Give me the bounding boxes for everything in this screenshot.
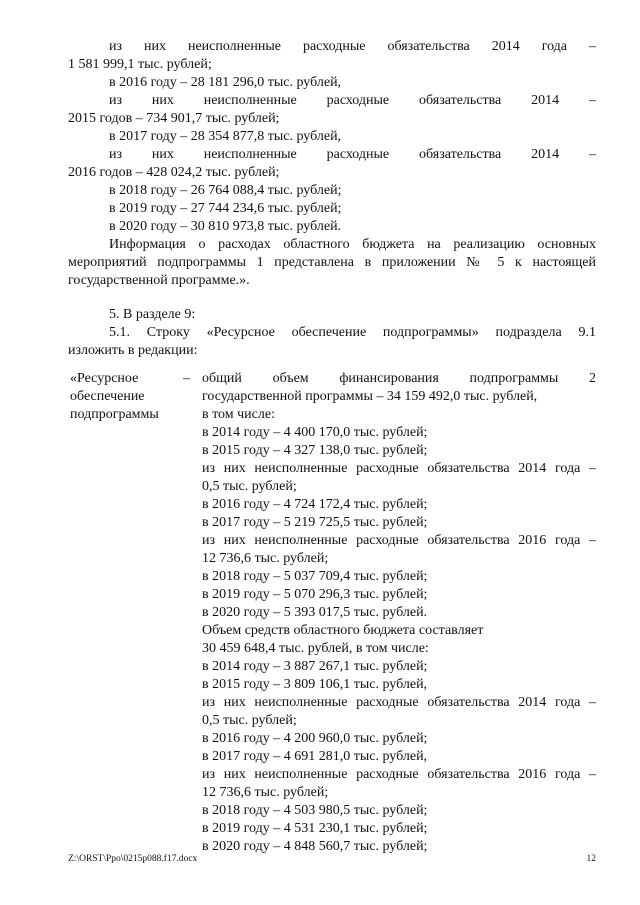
section-heading: 5. В разделе 9: — [109, 307, 196, 322]
row-value-line: в 2017 году – 5 219 725,5 тыс. рублей; — [202, 515, 428, 530]
row-value-line: из них неисполненные расходные обязательства 2014 года – — [202, 695, 596, 710]
body-line: в 2020 году – 30 810 973,8 тыс. рублей. — [109, 219, 342, 234]
row-value-line: в 2020 году – 5 393 017,5 тыс. рублей. — [202, 605, 428, 620]
body-line: в 2017 году – 28 354 877,8 тыс. рублей, — [109, 129, 342, 144]
page-number: 12 — [586, 854, 596, 864]
body-line: государственной программе.». — [68, 273, 250, 288]
row-value-line: в 2019 году – 5 070 296,3 тыс. рублей; — [202, 587, 428, 602]
body-line: изложить в редакции: — [68, 343, 198, 358]
body-line: мероприятий подпрограммы 1 представлена в приложении № 5 к настоящей — [68, 255, 596, 270]
row-value-line: в 2015 году – 3 809 106,1 тыс. рублей, — [202, 677, 428, 692]
row-value-line: в том числе: — [202, 407, 275, 422]
row-value-line: в 2015 году – 4 327 138,0 тыс. рублей; — [202, 443, 428, 458]
row-value-line: в 2014 году – 4 400 170,0 тыс. рублей; — [202, 425, 428, 440]
row-value-line: в 2017 году – 4 691 281,0 тыс. рублей, — [202, 749, 428, 764]
row-label-line: обеспечение — [70, 389, 145, 404]
body-line: 1 581 999,1 тыс. рублей; — [68, 57, 212, 72]
row-value-line: из них неисполненные расходные обязательства 2016 года – — [202, 767, 596, 782]
row-value-line: в 2016 году – 4 724 172,4 тыс. рублей; — [202, 497, 428, 512]
footer-file-path: Z:\ORST\Ppo\0215p088.f17.docx — [68, 854, 198, 864]
body-line: в 2018 году – 26 764 088,4 тыс. рублей; — [109, 183, 342, 198]
row-value-line: в 2020 году – 4 848 560,7 тыс. рублей; — [202, 839, 428, 854]
body-line: Информация о расходах областного бюджета на реализацию основных — [109, 237, 596, 252]
body-line: 2016 годов – 428 024,2 тыс. рублей; — [68, 165, 280, 180]
body-line: из них неисполненные расходные обязательства 2014 – — [109, 147, 596, 162]
body-line: 5.1. Строку «Ресурсное обеспечение подпрограммы» подраздела 9.1 — [109, 325, 596, 340]
row-value-line: государственной программы – 34 159 492,0 тыс. рублей, — [202, 389, 538, 404]
row-value-line: из них неисполненные расходные обязательства 2016 года – — [202, 533, 596, 548]
body-line: из них неисполненные расходные обязательства 2014 – — [109, 93, 596, 108]
row-value-line: Объем средств областного бюджета составляет — [202, 623, 484, 638]
row-value-line: 30 459 648,4 тыс. рублей, в том числе: — [202, 641, 429, 656]
row-value-line: в 2019 году – 4 531 230,1 тыс. рублей; — [202, 821, 428, 836]
body-line: из них неисполненные расходные обязательства 2014 года – — [109, 39, 596, 54]
row-value-line: в 2018 году – 4 503 980,5 тыс. рублей; — [202, 803, 428, 818]
row-value-line: 0,5 тыс. рублей; — [202, 713, 297, 728]
row-label-line: подпрограммы — [70, 407, 159, 422]
row-value-line: 0,5 тыс. рублей; — [202, 479, 297, 494]
row-dash: – — [183, 371, 190, 386]
body-line: в 2016 году – 28 181 296,0 тыс. рублей, — [109, 75, 342, 90]
row-label-line: «Ресурсное — [70, 371, 139, 386]
row-value-line: из них неисполненные расходные обязательства 2014 года – — [202, 461, 596, 476]
body-line: 2015 годов – 734 901,7 тыс. рублей; — [68, 111, 280, 126]
row-value-line: в 2018 году – 5 037 709,4 тыс. рублей; — [202, 569, 428, 584]
row-value-line: 12 736,6 тыс. рублей; — [202, 785, 329, 800]
body-line: в 2019 году – 27 744 234,6 тыс. рублей; — [109, 201, 342, 216]
row-value-line: в 2016 году – 4 200 960,0 тыс. рублей; — [202, 731, 428, 746]
row-value-line: 12 736,6 тыс. рублей; — [202, 551, 329, 566]
row-value-line: общий объем финансирования подпрограммы 2 — [202, 371, 596, 386]
row-value-line: в 2014 году – 3 887 267,1 тыс. рублей; — [202, 659, 428, 674]
